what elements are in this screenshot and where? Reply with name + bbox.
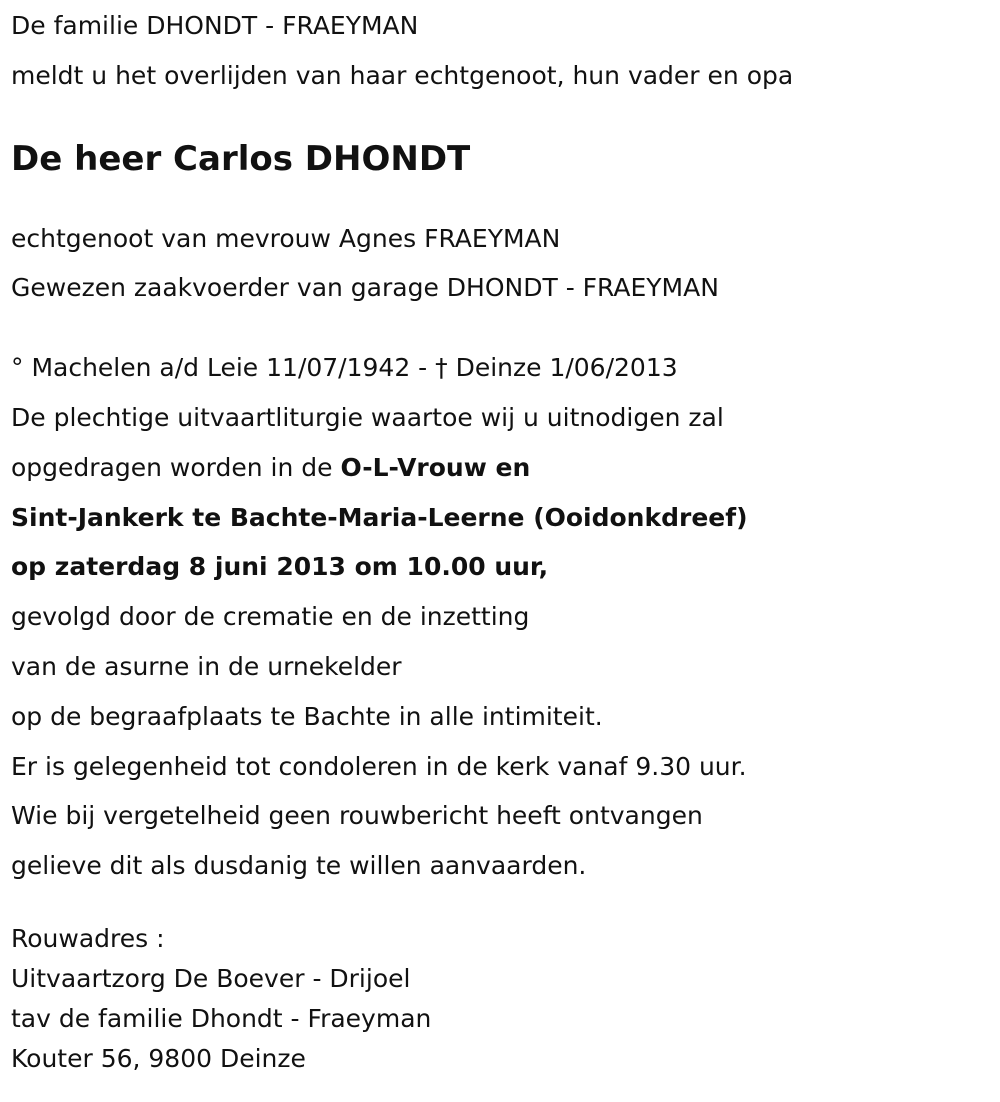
ceremony-line-6: van de asurne in de urnekelder <box>11 651 402 681</box>
ceremony-line-2-regular: opgedragen worden in de <box>11 452 341 482</box>
relations-block <box>11 214 1000 314</box>
notice-line-1: Wie bij vergetelheid geen rouwbericht heeft ontvangen <box>11 801 703 831</box>
intro-block <box>11 0 1000 101</box>
ceremony-block <box>11 343 1000 891</box>
birth-death-dates: ° Machelen a/d Leie 11/07/1942 - † Deinze 1/06/2013 <box>11 353 678 383</box>
address-label: Rouwadres : <box>11 923 165 953</box>
address-line-3: Kouter 56, 9800 Deinze <box>11 1043 306 1073</box>
intro-family-line: De familie DHONDT - FRAEYMAN <box>11 11 419 40</box>
mourning-address-block <box>11 919 1000 1079</box>
occupation-line: Gewezen zaakvoerder van garage DHONDT - FRAEYMAN <box>11 273 719 303</box>
ceremony-line-7: op de begraafplaats te Bachte in alle intimiteit. <box>11 701 603 731</box>
church-name-part-1: O-L-Vrouw en <box>340 452 531 482</box>
condolence-line: Er is gelegenheid tot condoleren in de kerk vanaf 9.30 uur. <box>11 751 747 781</box>
ceremony-line-5: gevolgd door de crematie en de inzetting <box>11 602 530 632</box>
spouse-line: echtgenoot van mevrouw Agnes FRAEYMAN <box>11 223 561 253</box>
ceremony-line-1: De plechtige uitvaartliturgie waartoe wij u uitnodigen zal <box>11 402 724 432</box>
intro-announcement-line: meldt u het overlijden van haar echtgenoot, hun vader en opa <box>11 60 794 90</box>
deceased-name: De heer Carlos DHONDT <box>11 138 471 179</box>
notice-line-2: gelieve dit als dusdanig te willen aanvaarden. <box>11 851 587 881</box>
spacer <box>11 313 1000 343</box>
address-line-1: Uitvaartzorg De Boever - Drijoel <box>11 963 411 993</box>
ceremony-line-2 <box>11 443 1000 493</box>
church-name-part-2: Sint-Jankerk te Bachte-Maria-Leerne (Ooidonkdreef) <box>11 502 748 532</box>
address-line-2: tav de familie Dhondt - Fraeyman <box>11 1003 432 1033</box>
ceremony-date-time: op zaterdag 8 juni 2013 om 10.00 uur, <box>11 552 549 582</box>
